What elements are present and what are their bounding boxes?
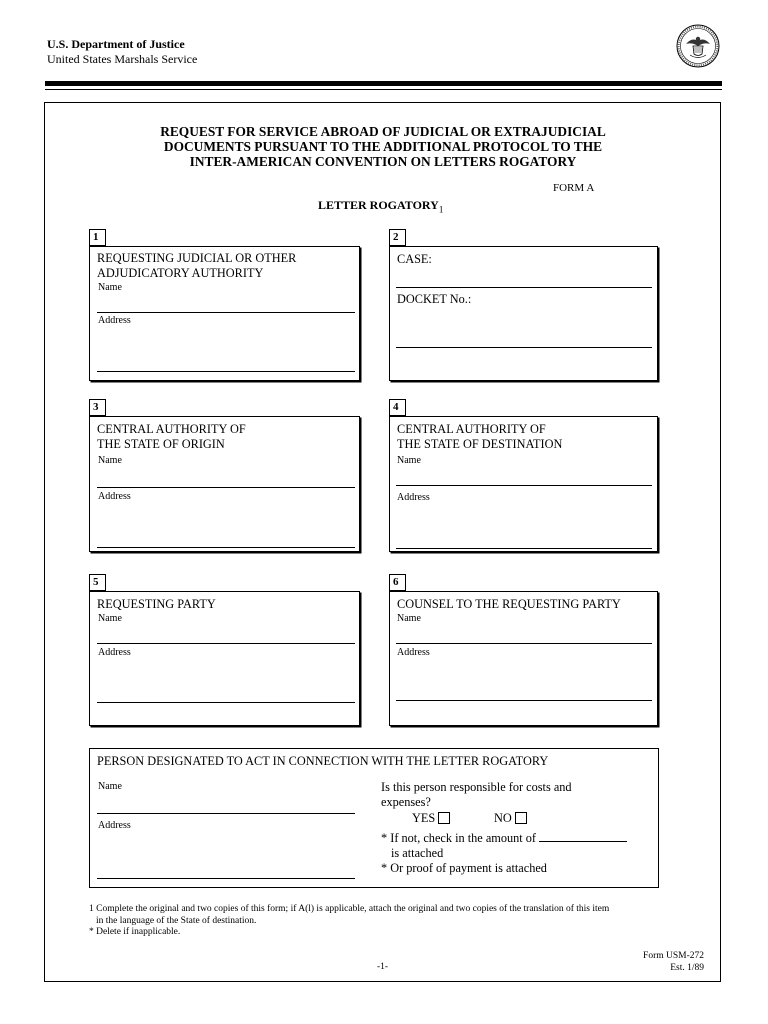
section-3-name-label: Name (98, 455, 122, 466)
letter-rogatory-heading (318, 198, 443, 214)
section-1-address-label: Address (98, 315, 131, 326)
yes-label: YES (412, 811, 436, 825)
section-5-name-label: Name (98, 613, 122, 624)
costs-question-line-2: expenses? (381, 795, 431, 809)
section-4-name-field[interactable] (396, 485, 652, 486)
form-number: Form USM-272 (643, 951, 704, 961)
service-name: United States Marshals Service (47, 52, 198, 66)
amount-row (381, 831, 627, 846)
section-3-address-field[interactable] (97, 547, 355, 548)
designated-address-field[interactable] (97, 878, 355, 879)
letter-rogatory-text: LETTER ROGATORY (318, 198, 439, 212)
section-6-name-field[interactable] (396, 643, 652, 644)
designated-person-box (89, 748, 659, 888)
designated-address-label: Address (98, 820, 131, 831)
section-4-address-field[interactable] (396, 548, 652, 549)
section-2-box (389, 246, 658, 381)
section-6-title: COUNSEL TO THE REQUESTING PARTY (397, 597, 621, 611)
footnote-2: * Delete if inapplicable. (89, 927, 181, 937)
section-3-title-line-2: THE STATE OF ORIGIN (97, 437, 225, 451)
section-6-name-label: Name (397, 613, 421, 624)
department-name: U.S. Department of Justice (47, 37, 185, 51)
section-3-title (97, 422, 246, 452)
section-3-name-field[interactable] (97, 487, 355, 488)
proof-of-payment-label: * Or proof of payment is attached (381, 861, 547, 875)
section-1-name-label: Name (98, 282, 122, 293)
docket-label: DOCKET No.: (397, 292, 472, 306)
section-number-3: 3 (89, 399, 106, 416)
section-4-address-label: Address (397, 492, 430, 503)
footnote-marker: 1 (438, 204, 444, 215)
section-5-title: REQUESTING PARTY (97, 597, 216, 611)
section-number-5: 5 (89, 574, 106, 591)
yes-checkbox[interactable] (438, 812, 450, 824)
footnote-1-line-1: 1 Complete the original and two copies of this form; if A(l) is applicable, attach the original and two copies of the translation of this item (89, 904, 610, 914)
section-4-title (397, 422, 562, 452)
designated-name-field[interactable] (97, 813, 355, 814)
section-4-name-label: Name (397, 455, 421, 466)
section-1-box (89, 246, 360, 381)
section-1-title-line-1: REQUESTING JUDICIAL OR OTHER (97, 251, 297, 265)
footnotes (89, 904, 689, 939)
form-edition: Est. 1/89 (670, 962, 704, 973)
case-field[interactable] (396, 287, 652, 288)
no-checkbox[interactable] (515, 812, 527, 824)
form-title (100, 124, 666, 169)
section-1-title-line-2: ADJUDICATORY AUTHORITY (97, 266, 264, 280)
designated-name-label: Name (98, 781, 122, 792)
section-1-address-field[interactable] (97, 371, 355, 372)
section-4-box (389, 416, 658, 552)
no-option[interactable] (494, 811, 527, 826)
section-number-4: 4 (389, 399, 406, 416)
section-6-address-field[interactable] (396, 700, 652, 701)
section-1-name-field[interactable] (97, 312, 355, 313)
designated-title: PERSON DESIGNATED TO ACT IN CONNECTION WITH THE LETTER ROGATORY (97, 754, 549, 768)
section-number-1: 1 (89, 229, 106, 246)
section-5-name-field[interactable] (97, 643, 355, 644)
section-6-box (389, 591, 658, 726)
section-6-address-label: Address (397, 647, 430, 658)
case-label: CASE: (397, 252, 432, 266)
amount-attached-label: is attached (391, 846, 444, 860)
header-rule-thick (45, 81, 722, 86)
amount-field[interactable] (539, 841, 627, 842)
header-rule-thin (45, 89, 722, 90)
yes-option[interactable] (412, 811, 450, 826)
section-5-box (89, 591, 360, 726)
form-label: FORM A (553, 182, 595, 194)
section-3-address-label: Address (98, 491, 131, 502)
form-id (610, 951, 704, 974)
section-3-title-line-1: CENTRAL AUTHORITY OF (97, 422, 246, 436)
page-number: -1- (377, 962, 389, 972)
section-3-box (89, 416, 360, 552)
agency-header (47, 37, 197, 67)
costs-question (381, 780, 572, 810)
amount-label: * If not, check in the amount of (381, 831, 537, 845)
docket-field[interactable] (396, 347, 652, 348)
section-1-title (97, 251, 296, 281)
title-line-3: INTER-AMERICAN CONVENTION ON LETTERS ROGATORY (189, 154, 577, 169)
title-line-2: DOCUMENTS PURSUANT TO THE ADDITIONAL PROTOCOL TO THE (163, 139, 603, 154)
section-5-address-field[interactable] (97, 702, 355, 703)
section-number-6: 6 (389, 574, 406, 591)
section-4-title-line-1: CENTRAL AUTHORITY OF (397, 422, 546, 436)
section-4-title-line-2: THE STATE OF DESTINATION (397, 437, 563, 451)
footnote-1-line-2: in the language of the State of destination. (96, 915, 257, 926)
no-label: NO (494, 811, 512, 825)
section-5-address-label: Address (98, 647, 131, 658)
title-line-1: REQUEST FOR SERVICE ABROAD OF JUDICIAL OR EXTRAJUDICIAL (160, 124, 606, 139)
costs-question-line-1: Is this person responsible for costs and (381, 780, 572, 794)
doj-seal-icon (676, 24, 720, 68)
section-number-2: 2 (389, 229, 406, 246)
